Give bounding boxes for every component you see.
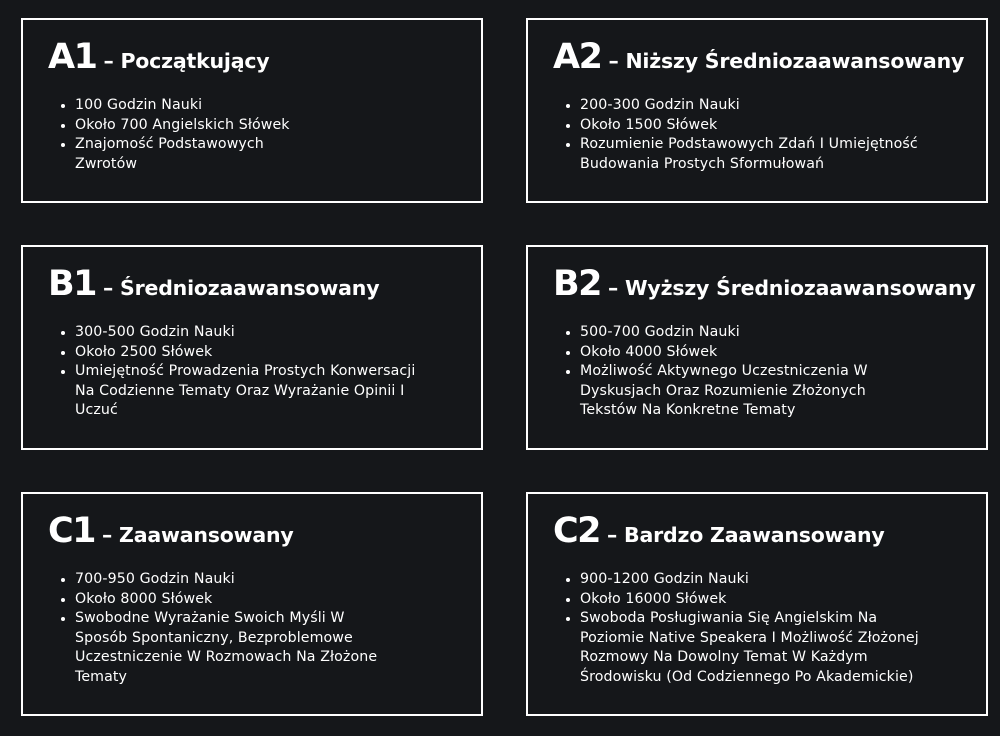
level-title bbox=[48, 511, 294, 551]
level-code: B2 bbox=[553, 264, 602, 304]
list-item: Około 700 Angielskich Słówek bbox=[61, 116, 290, 136]
list-item: Tematy bbox=[75, 668, 128, 685]
level-code: B1 bbox=[48, 264, 97, 304]
level-card-c2 bbox=[526, 492, 988, 716]
list-item: 200-300 Godzin Nauki bbox=[566, 96, 918, 116]
level-points-list bbox=[61, 323, 415, 421]
list-item: Swoboda Posługiwania Się Angielskim Na bbox=[566, 609, 919, 629]
level-name: – Bardzo Zaawansowany bbox=[607, 523, 885, 547]
level-title bbox=[553, 511, 885, 551]
level-points-list bbox=[61, 570, 377, 687]
list-item: Sposób Spontaniczny, Bezproblemowe bbox=[75, 629, 353, 646]
list-item: Około 2500 Słówek bbox=[61, 343, 415, 363]
level-name: – Średniozaawansowany bbox=[103, 276, 380, 300]
list-item: Rozumienie Podstawowych Zdań I Umiejętność bbox=[566, 135, 918, 155]
list-item: Tekstów Na Konkretne Tematy bbox=[580, 402, 796, 418]
list-item: Środowisku (Od Codziennego Po Akademickie) bbox=[580, 668, 914, 685]
level-card-b1 bbox=[21, 245, 483, 450]
list-item: Znajomość Podstawowych bbox=[61, 135, 290, 155]
level-card-b2 bbox=[526, 245, 988, 450]
list-item: Zwrotów bbox=[75, 155, 138, 172]
list-item: Uczestniczenie W Rozmowach Na Złożone bbox=[75, 649, 378, 665]
list-item: Rozmowy Na Dowolny Temat W Każdym bbox=[580, 649, 868, 665]
list-item: Około 16000 Słówek bbox=[566, 590, 919, 610]
level-points-list bbox=[566, 570, 919, 687]
list-item: 900-1200 Godzin Nauki bbox=[566, 570, 919, 590]
level-code: A1 bbox=[48, 37, 97, 77]
list-item: Uczuć bbox=[75, 402, 118, 418]
list-item: Swobodne Wyrażanie Swoich Myśli W bbox=[61, 609, 377, 629]
list-item: Około 4000 Słówek bbox=[566, 343, 868, 363]
list-item: Umiejętność Prowadzenia Prostych Konwersacji bbox=[61, 362, 415, 382]
level-points-list bbox=[566, 96, 918, 174]
level-code: A2 bbox=[553, 37, 602, 77]
level-title bbox=[553, 37, 965, 77]
level-name: – Niższy Średniozaawansowany bbox=[608, 49, 965, 73]
list-item: Na Codzienne Tematy Oraz Wyrażanie Opinii I bbox=[75, 382, 405, 399]
list-item: 100 Godzin Nauki bbox=[61, 96, 290, 116]
list-item: 500-700 Godzin Nauki bbox=[566, 323, 868, 343]
level-title bbox=[48, 37, 270, 77]
level-points-list bbox=[61, 96, 290, 174]
list-item: Dyskusjach Oraz Rozumienie Złożonych bbox=[580, 382, 866, 399]
list-item: Około 1500 Słówek bbox=[566, 116, 918, 136]
list-item: Około 8000 Słówek bbox=[61, 590, 377, 610]
level-card-a1 bbox=[21, 18, 483, 203]
level-name: – Wyższy Średniozaawansowany bbox=[608, 276, 976, 300]
level-card-a2 bbox=[526, 18, 988, 203]
list-item: Możliwość Aktywnego Uczestniczenia W bbox=[566, 362, 868, 382]
level-name: – Zaawansowany bbox=[102, 523, 294, 547]
level-code: C1 bbox=[48, 511, 96, 551]
list-item: 300-500 Godzin Nauki bbox=[61, 323, 415, 343]
list-item: 700-950 Godzin Nauki bbox=[61, 570, 377, 590]
level-card-c1 bbox=[21, 492, 483, 716]
level-title bbox=[48, 264, 380, 304]
level-title bbox=[553, 264, 976, 304]
list-item: Poziomie Native Speakera I Możliwość Złożonej bbox=[580, 629, 919, 646]
list-item: Budowania Prostych Sformułowań bbox=[580, 155, 825, 172]
level-code: C2 bbox=[553, 511, 601, 551]
level-name: – Początkujący bbox=[103, 49, 270, 73]
level-points-list bbox=[566, 323, 868, 421]
